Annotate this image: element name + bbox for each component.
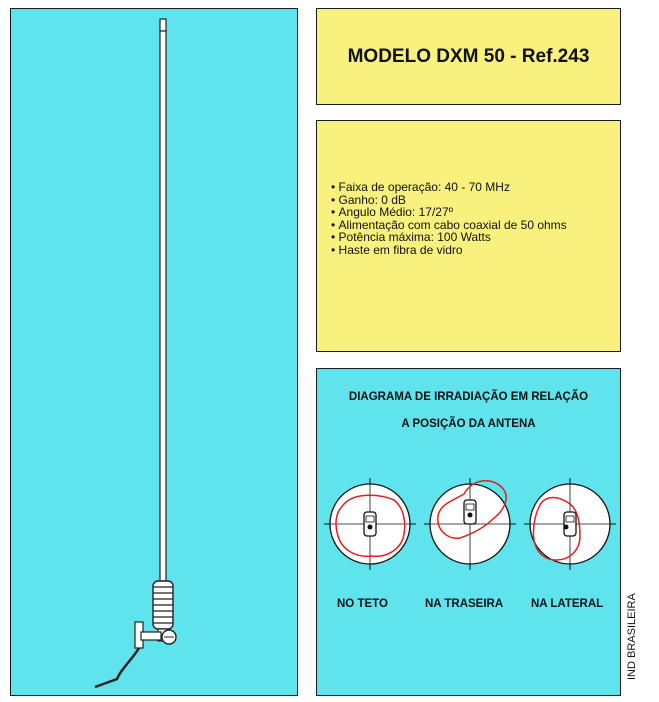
label-roof: NO TETO bbox=[337, 598, 388, 610]
manufacturer-note: IND BRASILEIRA bbox=[626, 593, 638, 680]
model-title: MODELO DXM 50 - Ref.243 bbox=[347, 45, 590, 67]
radiation-diagram-panel bbox=[316, 368, 621, 696]
diagram-heading-line2: A POSIÇÃO DA ANTENA bbox=[401, 418, 536, 430]
antenna-illustration-panel bbox=[10, 8, 298, 696]
pattern-side bbox=[524, 478, 616, 570]
spec-item: • Ganho: 0 dB bbox=[331, 194, 567, 207]
spec-item: • Potência máxima: 100 Watts bbox=[331, 231, 567, 244]
label-rear: NA TRASEIRA bbox=[425, 598, 504, 610]
diagram-heading-line1: DIAGRAMA DE IRRADIAÇÃO EM RELAÇÃO bbox=[348, 391, 589, 403]
label-side: NA LATERAL bbox=[531, 598, 604, 610]
antenna-drawing bbox=[11, 9, 299, 697]
model-title-panel bbox=[316, 8, 621, 105]
pattern-roof bbox=[324, 478, 416, 570]
spec-item: • Haste em fibra de vidro bbox=[331, 244, 567, 257]
spec-item: • Angulo Médio: 17/27º bbox=[331, 206, 567, 219]
specifications-panel bbox=[316, 120, 621, 352]
spec-list bbox=[331, 181, 567, 256]
spec-item: • Alimentação com cabo coaxial de 50 ohms bbox=[331, 219, 567, 232]
spec-item: • Faixa de operação: 40 - 70 MHz bbox=[331, 181, 567, 194]
radiation-patterns bbox=[317, 369, 622, 697]
pattern-rear bbox=[424, 478, 516, 570]
